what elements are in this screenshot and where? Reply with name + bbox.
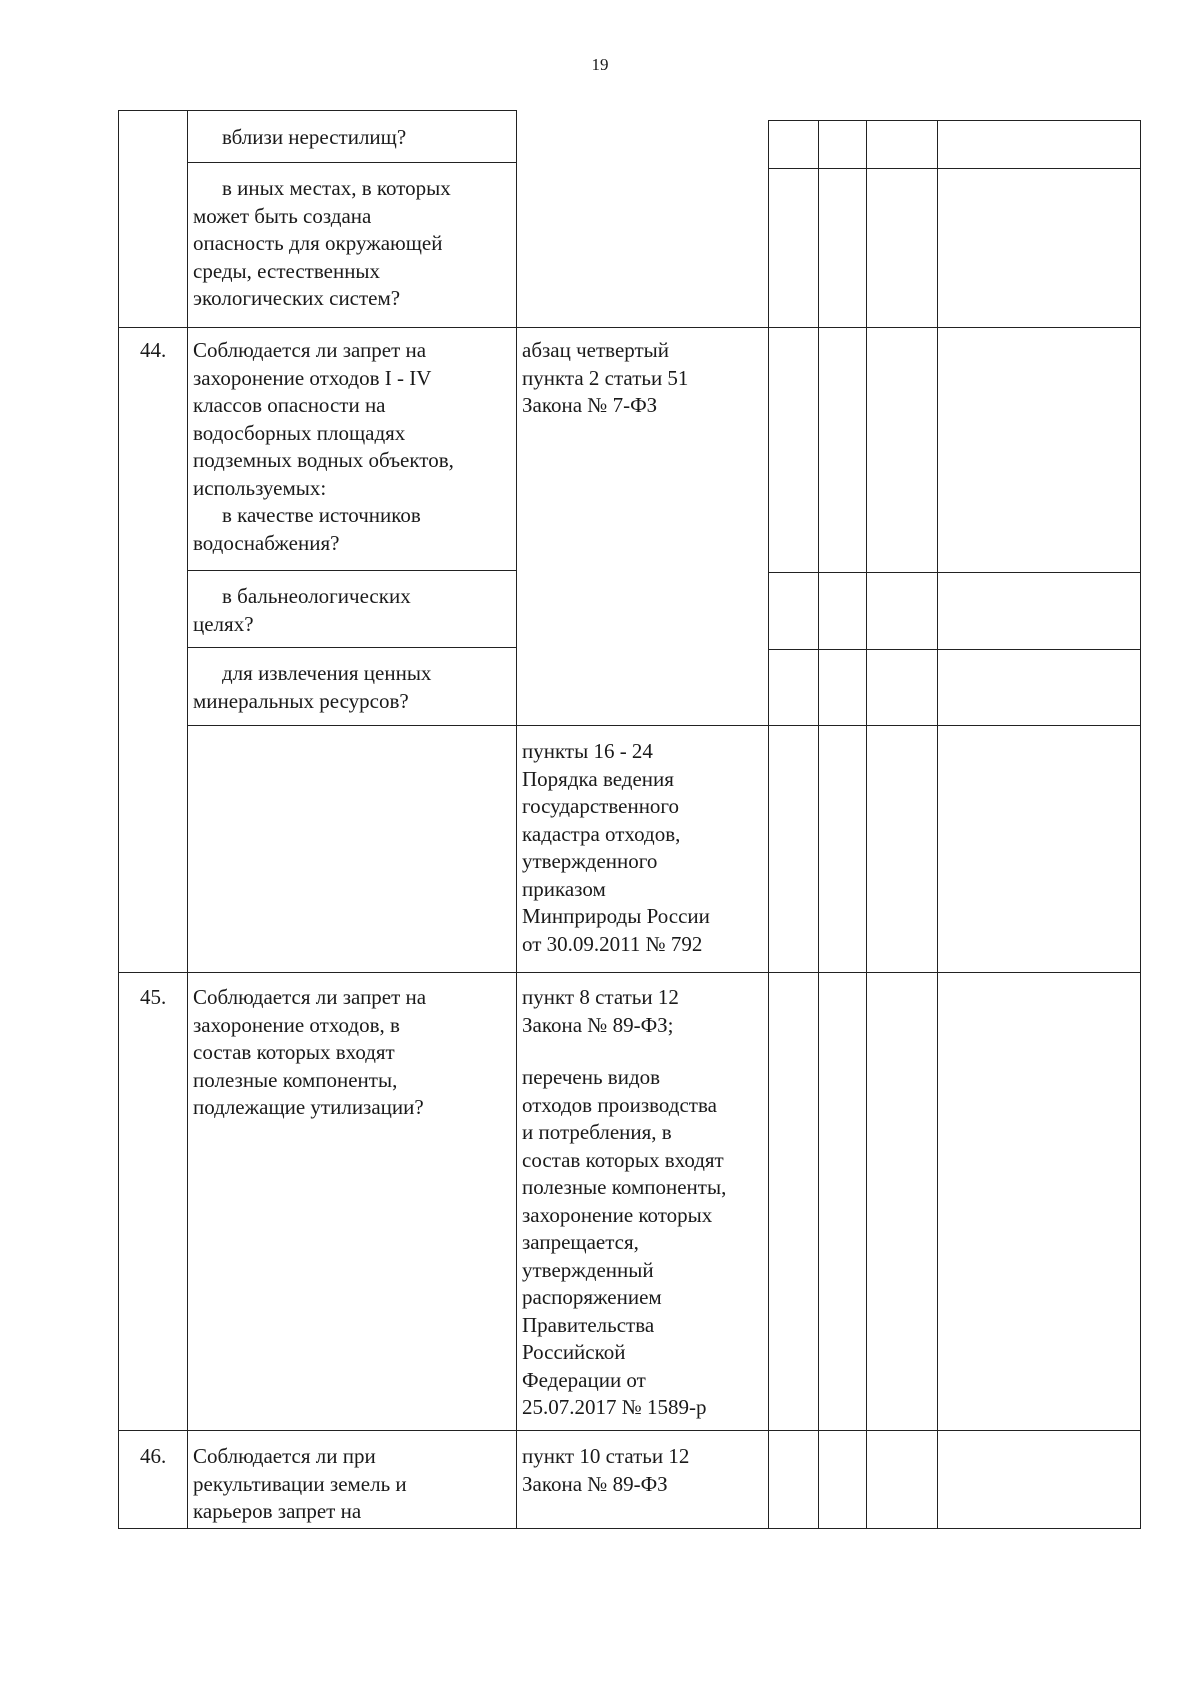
table-rule xyxy=(768,120,1141,121)
table-rule xyxy=(768,168,1141,169)
question-subcell: в качестве источников водоснабжения? xyxy=(193,503,421,555)
table-rule xyxy=(187,725,516,726)
reference-cell: абзац четвертый пункта 2 статьи 51 Закона № 7-ФЗ xyxy=(522,338,689,417)
table-rule xyxy=(866,120,867,1528)
table-rule xyxy=(118,1430,1141,1431)
reference-cell: пункт 8 статьи 12 Закона № 89-ФЗ; xyxy=(522,985,679,1037)
question-cell: в иных местах, в которых может быть создана опасность для окружающей среды, естественных экологических систем? xyxy=(193,176,451,310)
question-cell: Соблюдается ли запрет на захоронение отходов I - IV классов опасности на водосборных площадях подземных водных объектов, используемых: xyxy=(193,338,454,500)
question-cell: для извлечения ценных минеральных ресурсов? xyxy=(193,661,432,713)
table-rule xyxy=(768,120,769,1528)
table-rule xyxy=(516,725,1141,726)
reference-cell: пункты 16 - 24 Порядка ведения государственного кадастра отходов, утвержденного приказом Минприроды России от 30.09.2011 № 792 xyxy=(522,739,710,956)
table-rule xyxy=(118,110,516,111)
question-cell: Соблюдается ли запрет на захоронение отходов, в состав которых входят полезные компоненты, подлежащие утилизации? xyxy=(193,985,427,1119)
row-number: 45. xyxy=(140,985,167,1009)
reference-cell-2: перечень видов отходов производства и потребления, в состав которых входят полезные компоненты, захоронение которых запрещается, утвержденный распоряжением Правительства Российской Федерации от 25.07.2017 № 1589-р xyxy=(522,1065,727,1419)
table-rule xyxy=(187,110,188,1528)
table-rule xyxy=(187,570,516,571)
table-rule xyxy=(937,120,938,1528)
table-rule xyxy=(187,162,516,163)
question-cell: в бальнеологических целях? xyxy=(193,584,411,636)
table-rule xyxy=(118,327,1141,328)
table-rule xyxy=(818,120,819,1528)
table-rule xyxy=(187,647,516,648)
row-number: 44. xyxy=(140,338,167,362)
table-rule xyxy=(516,110,517,1528)
question-cell: вблизи нерестилищ? xyxy=(222,125,407,149)
table-rule xyxy=(768,572,1141,573)
question-cell: Соблюдается ли при рекультивации земель и карьеров запрет на xyxy=(193,1444,407,1523)
table-rule xyxy=(118,972,1141,973)
table-rule xyxy=(1140,120,1141,1528)
table-rule xyxy=(118,110,119,1528)
page-number: 19 xyxy=(591,55,609,74)
reference-cell: пункт 10 статьи 12 Закона № 89-ФЗ xyxy=(522,1444,690,1496)
table-rule xyxy=(768,649,1141,650)
table-rule xyxy=(118,1528,1141,1529)
row-number: 46. xyxy=(140,1444,167,1468)
